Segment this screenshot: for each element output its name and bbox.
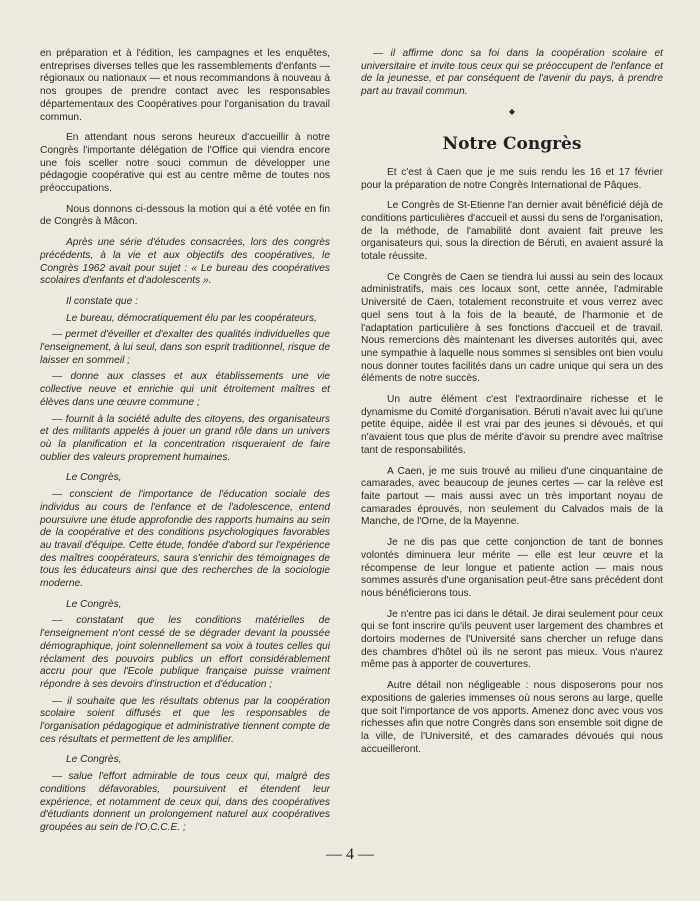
motion-conclusion: — il affirme donc sa foi dans la coopération scolaire et universitaire et invite tous ceux qui se préoccupent de l'enfance et de la jeunesse, et par conséquent de l'avenir du pays, à prendre part au travail commun.: [361, 48, 663, 98]
motion-congres-label: Le Congrès,: [66, 598, 122, 610]
right-column: [361, 48, 663, 764]
paragraph: en préparation et à l'édition, les campagnes et les enquêtes, entreprises diverses telles que les rassemblements d'enfants — régionaux ou nationaux — et nous recommandons à nouveau à nos groupes de prendre contact avec les responsables départementaux des Coopératives pour l'organisation du travail commun.: [40, 48, 330, 123]
motion-item: — constatant que les conditions matérielles de l'enseignement n'ont cessé de se dégrader devant la poussée démographique, joint solennellement sa voix à toutes celles qui réclament des pouvoirs publics un effort considérablement accru pour que l'Ecole publique française puisse vraiment répondre à ses devoirs d'instruction et d'éducation ;: [40, 615, 330, 690]
page-number: — 4 —: [326, 846, 374, 863]
motion-item: — donne aux classes et aux établissements une vie collective neuve et enrichie qui unit étroitement maîtres et élèves dans une œuvre commune ;: [40, 371, 330, 408]
paragraph: Autre détail non négligeable : nous disposerons pour nos expositions de galeries immenses où nous serons au large, quelle que soit l'importance de vos apports. Amenez donc avec vous vos richesses afin que notre Congrès dans son ensemble soit digne de la ville, de l'Université, et des camarades dévoués qui nous accueilleront.: [361, 680, 663, 755]
paragraph: Ce Congrès de Caen se tiendra lui aussi au sein des locaux administratifs, mais ces locaux sont, cette année, l'admirable Université de Caen, totalement reconstruite et vous verrez avec quel sens tout à la fois de la beauté, de l'harmonie et de l'adaptation particulière à ses fonctions d'accueil et de travail. Nous remercions dès maintenant les diverses autorités qui, avec une sympathie à laquelle nous sommes si sensibles ont bien voulu nous donner toutes facilités dans un cadre unique qui sera un des éléments de notre succès.: [361, 271, 663, 385]
paragraph: Et c'est à Caen que je me suis rendu les 16 et 17 février pour la préparation de notre Congrès International de Pâques.: [361, 166, 663, 191]
paragraph: Un autre élément c'est l'extraordinaire richesse et le dynamisme du Comité d'organisation. Béruti n'avait avec lui qu'une petite équipe, aidée il est vrai par des jeunes si dévoués, et qui n'avaient tous que plus de mérite d'avoir su prendre avec maîtrise tant de responsabilités.: [361, 394, 664, 456]
separator-ornament: ◆: [508, 106, 516, 116]
section-title: Notre Congrès: [442, 133, 582, 154]
motion-item: — fournit à la société adulte des citoyens, des organisateurs et des militants appelés à jouer un grand rôle dans un univers où la planification et la concentration risqueraient de faire oublier des valeurs proprement humaines.: [40, 413, 330, 463]
motion-item: — il souhaite que les résultats obtenus par la coopération scolaire soient diffusés et que les responsables de l'organisation pédagogique et administrative tiennent compte de ces résultats et permettent de les amplifier.: [40, 695, 330, 745]
motion-item: — permet d'éveiller et d'exalter des qualités individuelles que l'enseignement, à lui seul, dans son esprit traditionnel, risque de laisser en sommeil ;: [40, 329, 330, 366]
paragraph: En attendant nous serons heureux d'accueillir à notre Congrès l'importante délégation de l'Office qui viendra encore une fois sceller notre souci commun de développer une pédagogie coopérative qui est au centre même de toutes nos préoccupations.: [40, 132, 330, 195]
motion-item: — salue l'effort admirable de tous ceux qui, malgré des conditions défavorables, poursuivent et étendent leur expérience, et notamment de ceux qui, dans des coopératives d'étudiants donnent un prolongement naturel aux coopératives groupées au sein de l'O.C.C.E. ;: [40, 771, 330, 833]
motion-subject: Le bureau, démocratiquement élu par les coopérateurs,: [66, 312, 317, 324]
motion-item: — conscient de l'importance de l'éducation sociale des individus au cours de l'enfance et de l'adolescence, entend poursuivre une étude approfondie des rapports humains au sein de la coopérative et des conditions psychologiques favorables au travail d'équipe. Cette étude, fondée d'abord sur l'expérience des maîtres coopérateurs, saura s'enrichir des témoignages de tous les éducateurs ainsi que des recherches de la sociologie moderne.: [40, 489, 330, 590]
left-column: [40, 48, 330, 843]
paragraph: A Caen, je me suis trouvé au milieu d'une cinquantaine de camarades, avec beaucoup de jeunes certes — car la relève est faite partout — mais aussi avec un très important noyau de camarades éprouvés, non seulement du Calvados mais de la Manche, de l'Orne, de la Mayenne.: [361, 465, 663, 528]
paragraph: Je ne dis pas que cette conjonction de tant de bonnes volontés diminuera leur mérite — elle est leur œuvre et la récompense de leur longue et patiente action — mais nous sommes assurés d'une organisation peut-être sans précédent dont nous bénéficierons tous.: [361, 537, 663, 599]
motion-congres-label: Le Congrès,: [66, 472, 122, 484]
motion-heading: Il constate que :: [66, 295, 138, 307]
paragraph: Je n'entre pas ici dans le détail. Je dirai seulement pour ceux qui se font inscrire qu'ils peuvent user largement des chambres et dortoirs modernes de l'Université sans chercher un refuge dans des chambres d'hôtel où ils ne seront pas mieux. Vous n'aurez même pas à apporter de couvertures.: [361, 608, 663, 671]
paragraph: Le Congrès de St-Etienne l'an dernier avait bénéficié déjà de conditions particulières d'accueil et aussi du sens de l'organisation, de la méthode, de l'amabilité dont avaient fait preuve les organisateurs qui, sous la direction de Béruti, en avaient assuré la totale réussite.: [361, 200, 663, 263]
paragraph: Nous donnons ci-dessous la motion qui a été votée en fin de Congrès à Mâcon.: [40, 203, 330, 228]
motion-congres-label: Le Congrès,: [66, 754, 122, 766]
motion-intro: Après une série d'études consacrées, lors des congrès précédents, à la vie et aux objectifs des coopératives, le Congrès 1962 avait pour sujet : « Le bureau des coopératives scolaires d'enfants et d'adolescents ».: [40, 237, 330, 287]
